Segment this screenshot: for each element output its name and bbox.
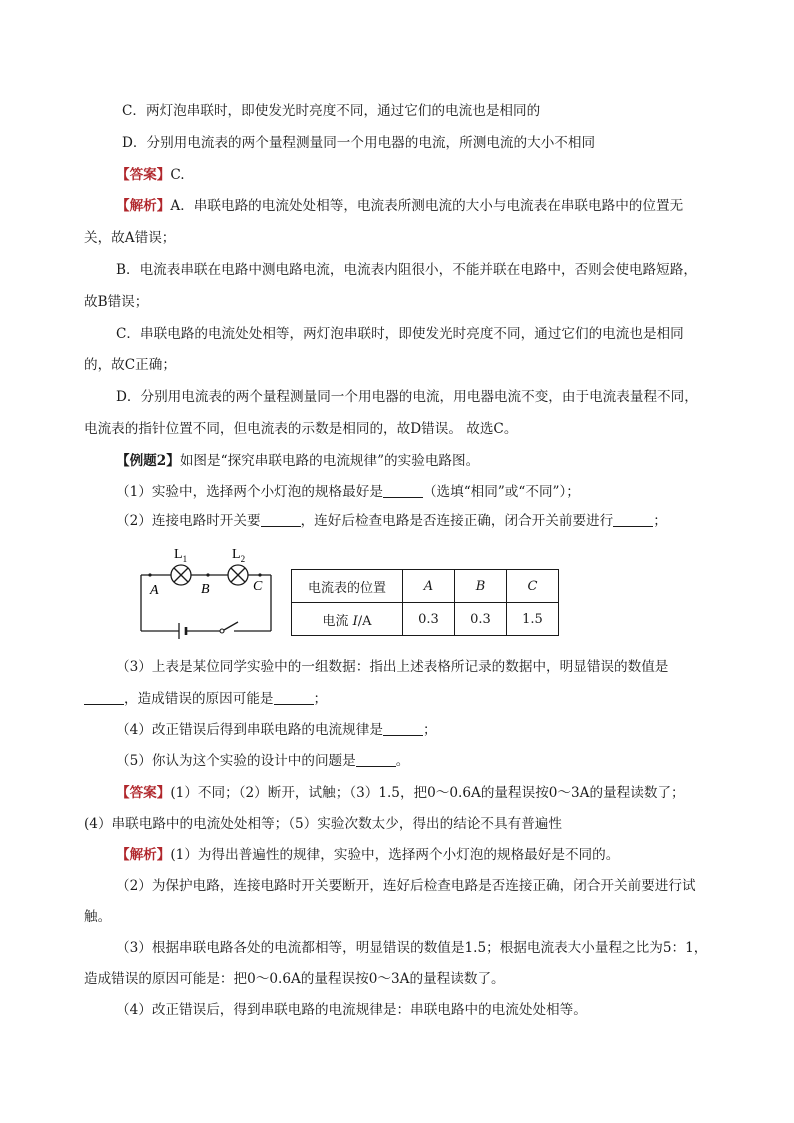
example-text: 如图是“探究串联电路的电流规律”的实验电路图。 — [179, 453, 480, 469]
lamp-2-icon — [228, 565, 248, 585]
question-2 — [116, 511, 667, 531]
point-a-label: A — [150, 583, 159, 598]
question-5-text: （5）你认为这个实验的设计中的问题是 — [116, 753, 356, 769]
question-5-end: 。 — [395, 753, 410, 769]
question-3-end: ； — [313, 691, 328, 707]
option-d-line: D．分别用电流表的两个量程测量同一个用电器的电流，所测电流的大小不相同 — [122, 135, 596, 151]
explanation-2-4: （4）改正错误后，得到串联电路的电流规律是：串联电路中的电流处处相等。 — [116, 1002, 587, 1018]
point-b-label: B — [201, 582, 210, 597]
question-4 — [116, 720, 437, 740]
question-3-cont — [84, 689, 327, 709]
question-2-text: （2）连接电路时开关要 — [116, 513, 261, 529]
table-row-label: 电流 I/A — [292, 603, 403, 636]
answer-blank[interactable] — [613, 512, 653, 527]
answer-blank[interactable] — [274, 690, 314, 705]
answer-2-cont: (4）串联电路中的电流处处相等；（5）实验次数太少，得出的结论不具有普遍性 — [84, 816, 562, 832]
answer-blank[interactable] — [383, 721, 423, 736]
explanation-2-2: （2）为保护电路，连接电路时开关要断开，连好后检查电路是否连接正确，闭合开关前要进行试 — [116, 878, 696, 894]
explanation-1-d: D．分别用电流表的两个量程测量同一个用电器的电流，用电器电流不变，由于电流表量程不同， — [116, 389, 698, 405]
table-cell: 0.3 — [403, 603, 455, 636]
question-3: （3）上表是某位同学实验中的一组数据：指出上述表格所记录的数据中，明显错误的数值是 — [116, 659, 669, 675]
example-tag: 【例题2】 — [116, 453, 180, 469]
explanation-1-d2: 电流表的指针位置不同，但电流表的示数是相同的，故D错误。 故选C。 — [84, 421, 518, 437]
explanation-text: (1）为得出普遍性的规律，实验中，选择两个小灯泡的规格最好是不同的。 — [170, 847, 620, 863]
answer-tag: 【答案】 — [116, 167, 171, 183]
answer-blank[interactable] — [356, 752, 396, 767]
answer-blank[interactable] — [84, 690, 124, 705]
explanation-1-a2: 关，故A错误； — [84, 230, 176, 246]
explanation-2-3b: 造成错误的原因可能是：把0～0.6A的量程误按0～3A的量程读数了。 — [84, 971, 505, 987]
question-1-text: （1）实验中，选择两个小灯泡的规格最好是 — [116, 484, 383, 500]
question-2-text-b: ，连好后检查电路是否连接正确，闭合开关前要进行 — [300, 513, 614, 529]
explanation-2-1 — [116, 845, 619, 865]
explanation-1-b: B．电流表串联在电路中测电路电流，电流表内阻很小，不能并联在电路中，否则会使电路短路， — [116, 262, 697, 278]
point-c-label: C — [253, 579, 263, 594]
question-5 — [116, 751, 409, 771]
explanation-1-c: C．串联电路的电流处处相等，两灯泡串联时，即使发光时亮度不同，通过它们的电流也是相同 — [116, 326, 684, 342]
question-3-text-b: ，造成错误的原因可能是 — [124, 691, 274, 707]
explanation-1-b2: 故B错误； — [84, 294, 149, 310]
switch-blade — [224, 622, 238, 630]
table-header-cell: A — [403, 570, 455, 603]
explanation-2-3: （3）根据串联电路各处的电流都相等，明显错误的数值是1.5；根据电流表大小量程之比为5：1， — [116, 940, 708, 956]
explanation-2-2b: 触。 — [84, 909, 112, 925]
switch-pivot — [220, 629, 224, 633]
circuit-diagram — [132, 542, 292, 642]
explanation-1-a — [116, 196, 683, 216]
lamp-2-label: $L_2$ — [232, 547, 246, 564]
table-header-label: 电流表的位置 — [292, 570, 403, 603]
lamp-1-label: $L_1$ — [174, 547, 188, 564]
table-cell: 1.5 — [507, 603, 559, 636]
question-4-end: ； — [422, 722, 437, 738]
question-1-hint: （选填“相同”或“不同”）； — [422, 484, 580, 500]
question-2-end: ； — [653, 513, 667, 529]
explanation-tag: 【解析】 — [116, 198, 171, 214]
explanation-tag: 【解析】 — [116, 847, 171, 863]
table-header-row — [292, 570, 559, 603]
answer-blank[interactable] — [261, 512, 301, 527]
table-header-cell: C — [507, 570, 559, 603]
table-row — [292, 603, 559, 636]
option-c-line: C．两灯泡串联时，即使发光时亮度不同，通过它们的电流也是相同的 — [122, 103, 541, 119]
answer-text: C. — [170, 167, 185, 183]
answer-text: (1）不同；（2）断开，试触；（3）1.5，把0～0.6A的量程误按0～3A的量程读数了； — [170, 785, 685, 801]
answer-2 — [116, 783, 685, 803]
answer-tag: 【答案】 — [116, 785, 171, 801]
answer-1 — [116, 165, 185, 185]
answer-blank[interactable] — [383, 483, 423, 498]
example-2-heading — [116, 451, 479, 471]
explanation-1-c2: 的，故C正确； — [84, 357, 176, 373]
explanation-text: A．串联电路的电流处处相等，电流表所测电流的大小与电流表在串联电路中的位置无 — [170, 198, 684, 214]
table-cell: 0.3 — [455, 603, 507, 636]
lamp-1-icon — [171, 565, 191, 585]
table-header-cell: B — [455, 570, 507, 603]
question-4-text: （4）改正错误后得到串联电路的电流规律是 — [116, 722, 383, 738]
question-1 — [116, 482, 580, 502]
current-data-table — [291, 569, 559, 636]
